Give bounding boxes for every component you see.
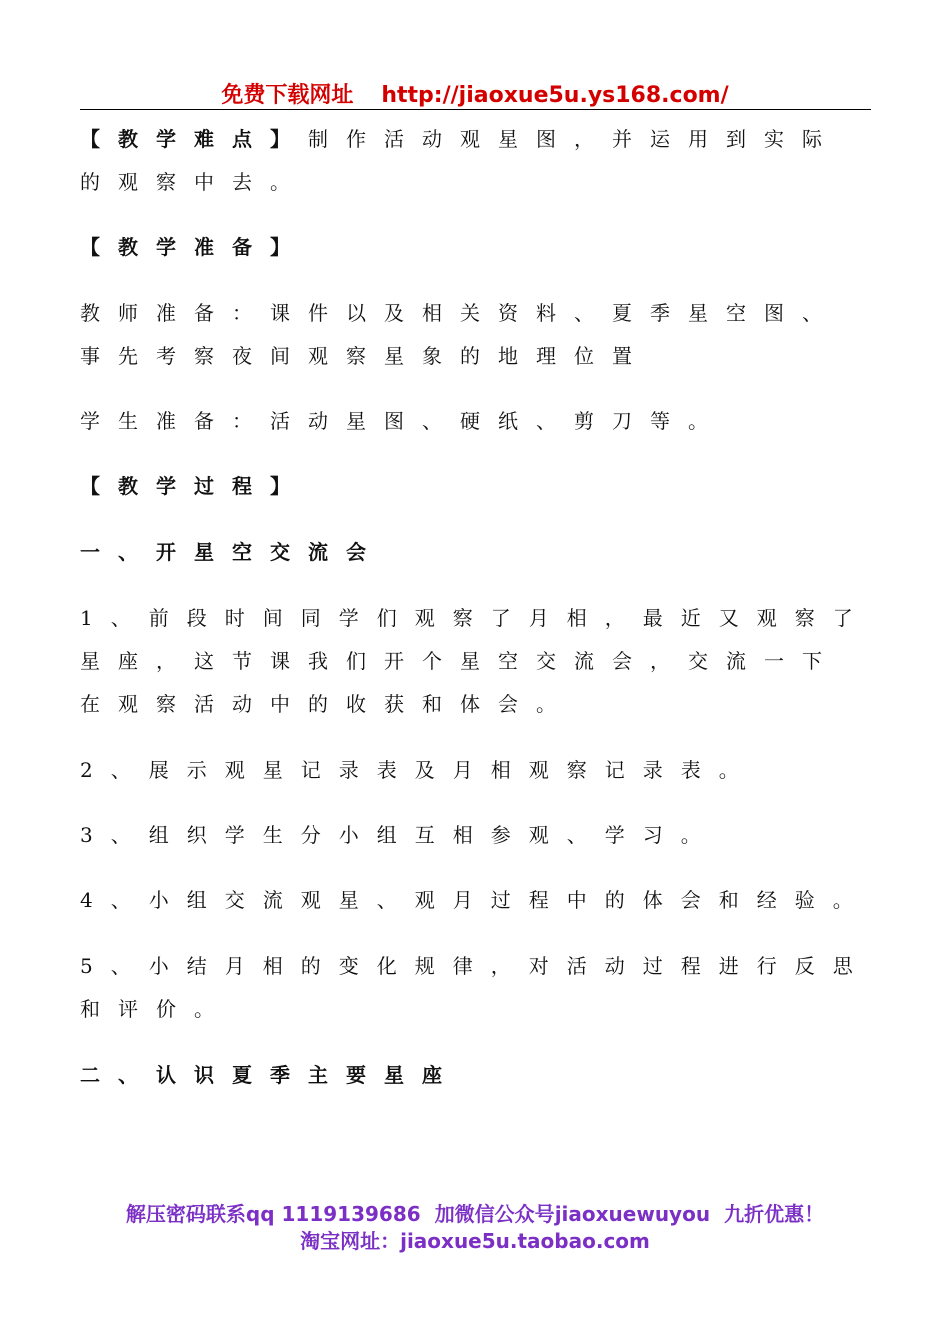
header-site-url[interactable]: http://jiaoxue5u.ys168.com/ <box>381 83 729 108</box>
student-prep: 学生准备：活动星图、硬纸、剪刀等。 <box>80 409 726 433</box>
header-site-label: 免费下载网址 <box>221 83 354 108</box>
footer-taobao-line <box>0 1225 950 1254</box>
difficulty-heading: 【教学难点】 <box>80 127 308 151</box>
process-heading: 【教学过程】 <box>80 474 308 498</box>
item-1-line-1: 1、前段时间同学们观察了月相，最近又观察了 <box>80 606 871 630</box>
footer-contact-label: 解压密码联系 <box>125 1202 246 1226</box>
footer-wechat-id: jiaoxuewuyou <box>554 1202 711 1226</box>
footer-taobao-url[interactable]: jiaoxue5u.taobao.com <box>400 1229 650 1253</box>
item-1-line-2: 星座，这节课我们开个星空交流会，交流一下 <box>80 649 840 673</box>
section-1-title: 一、开星空交流会 <box>80 540 384 564</box>
footer-wechat-label: 加微信公众号 <box>434 1202 555 1226</box>
difficulty-text-1: 制作活动观星图，并运用到实际 <box>308 127 840 151</box>
footer-contact-line <box>0 1198 950 1227</box>
item-2: 2、展示观星记录表及月相观察记录表。 <box>80 758 757 782</box>
header-rule <box>80 109 871 110</box>
item-5-line-2: 和评价。 <box>80 997 232 1021</box>
item-5-line-1: 5、小结月相的变化规律，对活动过程进行反思 <box>80 954 871 978</box>
footer-discount: 九折优惠！ <box>724 1202 825 1226</box>
footer-qq: qq 1119139686 <box>245 1202 421 1226</box>
difficulty-line-2: 的观察中去。 <box>80 170 308 194</box>
download-header <box>0 78 950 109</box>
teacher-prep-line-1: 教师准备：课件以及相关资料、夏季星空图、 <box>80 301 840 325</box>
item-1-line-3: 在观察活动中的收获和体会。 <box>80 692 574 716</box>
item-3: 3、组织学生分小组互相参观、学习。 <box>80 823 719 847</box>
prep-heading: 【教学准备】 <box>80 235 308 259</box>
teacher-prep-line-2: 事先考察夜间观察星象的地理位置 <box>80 344 650 368</box>
difficulty-line-1 <box>80 126 880 152</box>
section-2-title: 二、认识夏季主要星座 <box>80 1063 460 1087</box>
footer-taobao-label: 淘宝网址： <box>300 1229 401 1253</box>
item-4: 4、小组交流观星、观月过程中的体会和经验。 <box>80 888 871 912</box>
